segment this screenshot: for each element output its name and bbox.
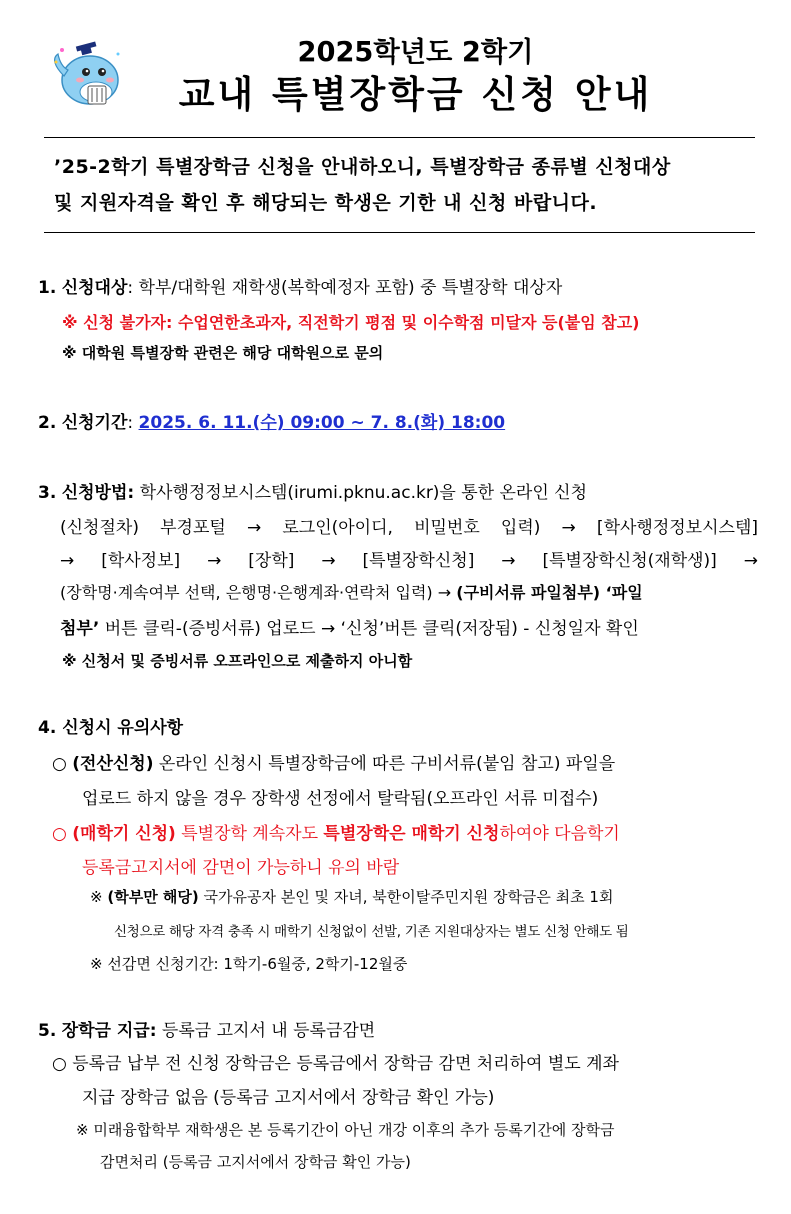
section1-text: : 학부/대학원 재학생(복학예정자 포함) 중 특별장학 대상자 — [127, 278, 563, 298]
section3-text: 학사행정정보시스템(irumi.pknu.ac.kr)을 통한 온라인 신청 — [139, 483, 588, 503]
bullet-circle-icon: ○ — [52, 1054, 67, 1074]
section4-item2-text2: 하여야 다음학기 — [499, 824, 620, 844]
section4-item2 — [52, 819, 620, 844]
section4-note1-text: 국가유공자 본인 및 자녀, 북한이탈주민지원 장학금은 최초 1회 — [198, 888, 614, 906]
section4-item1 — [52, 749, 615, 774]
section2-label: 신청기간 — [61, 413, 128, 433]
section5-item-line2: 지급 장학금 없음 (등록금 고지서에서 장학금 확인 가능) — [82, 1088, 495, 1108]
section4-item2-text: 특별장학 계속자도 — [175, 824, 324, 844]
bullet-circle-icon: ○ — [52, 754, 67, 774]
section3-number: 3. — [38, 483, 57, 503]
section4-note1-line2: 신청으로 해당 자격 충족 시 매학기 신청없이 선발, 기존 지원대상자는 별도 신청 안해도 됨 — [114, 924, 629, 940]
section3-line3: → [학사정보] → [장학] → [특별장학신청] → [특별장학신청(재학생)] → — [60, 551, 758, 571]
intro-line2: 및 지원자격을 확인 후 해당되는 학생은 기한 내 신청 바랍니다. — [54, 192, 598, 214]
section4-heading — [38, 713, 183, 738]
section4-item1-line2: 업로드 하지 않을 경우 장학생 선정에서 탈락됨(오프라인 서류 미접수) — [82, 789, 599, 809]
section5-label: 장학금 지급: — [61, 1021, 157, 1041]
section2-number: 2. — [38, 413, 57, 433]
section4-item2-line2: 등록금고지서에 감면이 가능하니 유의 바람 — [82, 858, 400, 878]
page-title-line1: 2025학년도 2학기 — [297, 37, 534, 68]
section3-heading — [38, 478, 587, 503]
note-mark-icon: ※ — [90, 888, 103, 906]
section2-period: 2025. 6. 11.(수) 09:00 ~ 7. 8.(화) 18:00 — [138, 413, 506, 433]
section4-item2-bold2: 특별장학은 매학기 신청 — [323, 824, 500, 844]
section1-number: 1. — [38, 278, 57, 298]
section4-note2-text: 선감면 신청기간: 1학기-6월중, 2학기-12월중 — [107, 955, 408, 973]
section3-line4-bold: (구비서류 파일첨부) ‘파일 — [456, 583, 643, 602]
section5-note — [76, 1119, 614, 1140]
section1-note-red: ※ 신청 불가자: 수업연한초과자, 직전학기 평점 및 이수학점 미달자 등(붙임 참고) — [62, 313, 640, 332]
section5-note-line2: 감면처리 (등록금 고지서에서 장학금 확인 가능) — [100, 1153, 411, 1171]
section5-item-text: 등록금 납부 전 신청 장학금은 등록금에서 장학금 감면 처리하여 별도 계좌 — [72, 1054, 619, 1074]
section4-item1-text: 온라인 신청시 특별장학금에 따른 구비서류(붙임 참고) 파일을 — [153, 754, 616, 774]
section4-note1 — [90, 886, 613, 907]
note-mark-icon: ※ — [90, 955, 103, 973]
section5-item — [52, 1049, 619, 1074]
divider-bottom — [44, 232, 755, 233]
section2-colon: : — [127, 413, 134, 433]
section3-line5 — [60, 614, 639, 639]
section2-heading — [38, 408, 505, 433]
section3-note: ※ 신청서 및 증빙서류 오프라인으로 제출하지 아니함 — [62, 652, 413, 670]
section5-note-text: 미래융합학부 재학생은 본 등록기간이 아닌 개강 이후의 추가 등록기간에 장학금 — [93, 1121, 615, 1139]
note-mark-icon: ※ — [76, 1121, 89, 1139]
section4-item1-bold: (전산신청) — [72, 754, 154, 774]
section4-number: 4. — [38, 718, 57, 738]
section4-label: 신청시 유의사항 — [62, 718, 184, 738]
section3-line4 — [60, 580, 643, 603]
section3-line4-text: (장학명·계속여부 선택, 은행명·은행계좌·연락처 입력) → — [60, 583, 457, 602]
section5-number: 5. — [38, 1021, 57, 1041]
section3-line5-text: 버튼 클릭-(증빙서류) 업로드 → ‘신청’버튼 클릭(저장됨) - 신청일자 확인 — [99, 619, 639, 639]
section1-heading — [38, 273, 562, 298]
section3-line2: (신청절차) 부경포털 → 로그인(아이디, 비밀번호 입력) → [학사행정정보시스템] — [60, 518, 758, 538]
bullet-circle-icon: ○ — [52, 824, 67, 844]
section1-label: 신청대상 — [61, 278, 128, 298]
intro-line1: ’25-2학기 특별장학금 신청을 안내하오니, 특별장학금 종류별 신청대상 — [54, 156, 671, 178]
section4-note1-bold: (학부만 해당) — [107, 888, 199, 906]
section4-item2-bold: (매학기 신청) — [72, 824, 176, 844]
divider-top — [44, 137, 755, 138]
section5-text: 등록금 고지서 내 등록금감면 — [156, 1021, 376, 1041]
section5-heading — [38, 1016, 375, 1041]
section4-note2 — [90, 953, 407, 974]
section3-line5-bold: 첨부’ — [60, 619, 100, 639]
section1-note: ※ 대학원 특별장학 관련은 해당 대학원으로 문의 — [62, 344, 384, 362]
section3-label: 신청방법: — [61, 483, 135, 503]
page-title-line2: 교내 특별장학금 신청 안내 — [178, 73, 653, 116]
